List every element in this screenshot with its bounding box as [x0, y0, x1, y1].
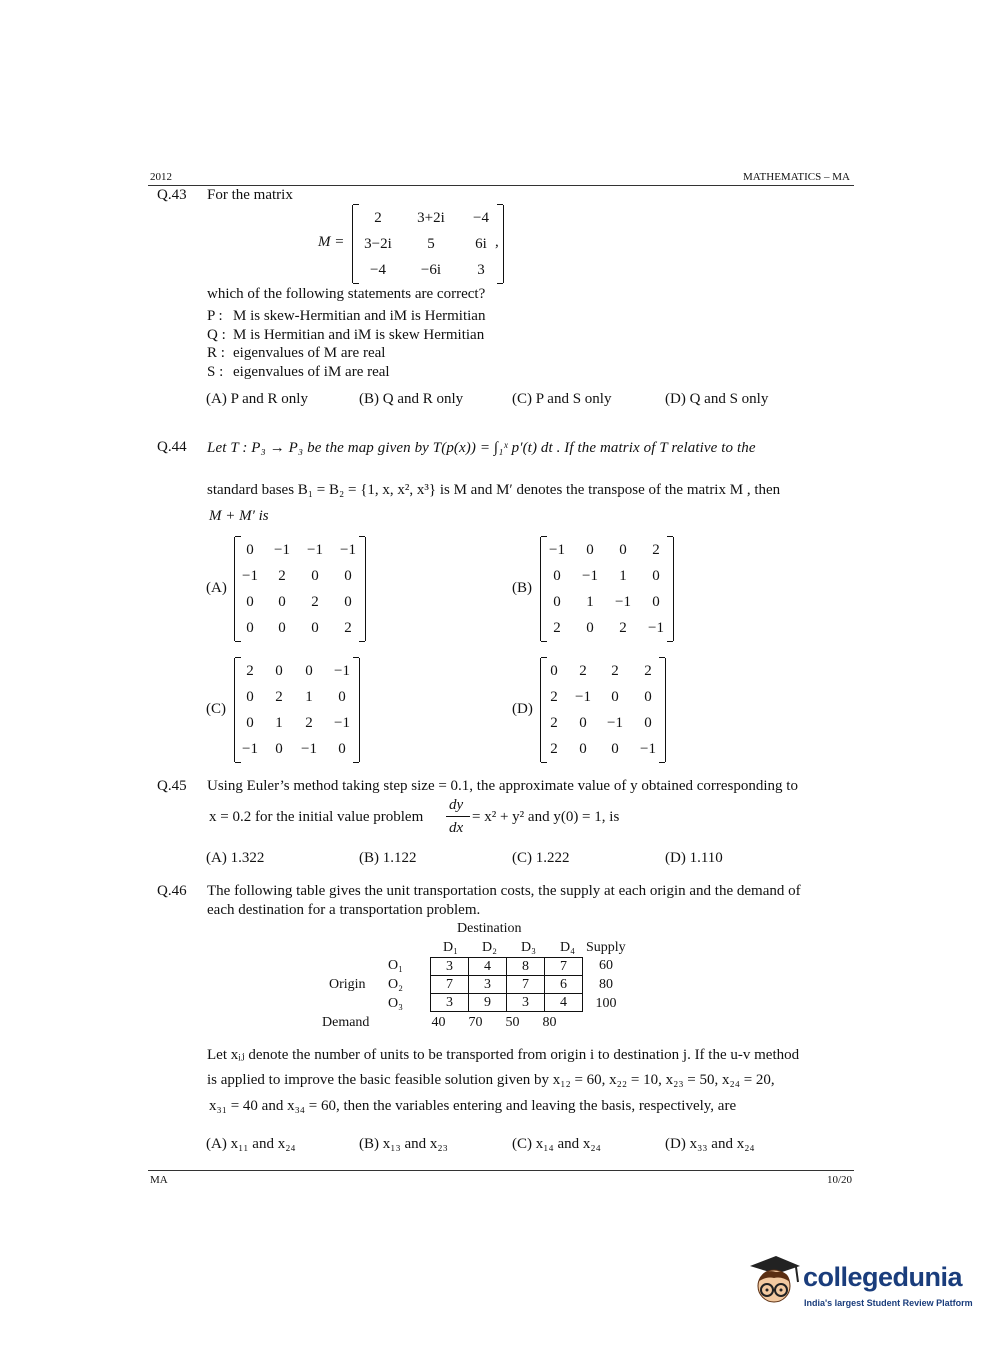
matrix-entry: 0	[246, 714, 254, 731]
origin-name: O₂	[388, 977, 403, 992]
option-a: (A) P and R only	[206, 391, 308, 407]
statement-key: P :	[207, 308, 223, 324]
cost-cell: 4	[469, 958, 507, 976]
cost-cell: 8	[507, 958, 545, 976]
q43-matrix	[352, 205, 504, 283]
footer-code: MA	[150, 1174, 168, 1186]
matrix-entry: 1	[619, 567, 627, 584]
option-a: (A) x₁₁ and x₂₄	[206, 1136, 296, 1152]
header-year: 2012	[150, 171, 172, 183]
matrix-entry: 0	[344, 567, 352, 584]
q44-matrix-b	[540, 537, 674, 641]
q44-label-c: (C)	[206, 701, 226, 717]
q46-line2: each destination for a transportation problem.	[207, 902, 481, 918]
matrix-entry: 6i	[475, 235, 487, 252]
q46-number: Q.46	[157, 883, 187, 899]
q46-demand-label: Demand	[322, 1015, 370, 1030]
matrix-entry: 2	[553, 619, 561, 636]
q45-number: Q.45	[157, 778, 187, 794]
matrix-entry: 2	[644, 662, 652, 679]
footer-page: 10/20	[826, 1174, 852, 1186]
matrix-entry: 2	[550, 688, 558, 705]
q46-origin-label: Origin	[329, 977, 366, 992]
matrix-entry: −1	[640, 740, 656, 757]
matrix-entry: −1	[301, 740, 317, 757]
q45-frac-num: dy	[449, 797, 464, 813]
matrix-entry: 0	[550, 662, 558, 679]
collegedunia-logo-text: collegedunia	[803, 1262, 963, 1292]
q46-para3: x₃₁ = 40 and x₃₄ = 60, then the variables entering and leaving the basis, respectively, are	[209, 1098, 737, 1114]
matrix-entry: 1	[586, 593, 594, 610]
matrix-entry: 0	[246, 541, 254, 558]
dest-header: D₄	[560, 940, 575, 955]
matrix-entry: 0	[305, 662, 313, 679]
matrix-entry: 3	[477, 261, 485, 278]
collegedunia-tagline: India's largest Student Review Platform	[804, 1298, 973, 1308]
q44-label-d: (D)	[512, 701, 533, 717]
matrix-entry: 0	[644, 714, 652, 731]
matrix-entry: 0	[586, 541, 594, 558]
q43-question: which of the following statements are correct?	[207, 286, 486, 302]
origin-name: O₃	[388, 996, 403, 1011]
demand-value: 70	[468, 1015, 483, 1030]
dest-header: D₃	[521, 940, 536, 955]
origin-name: O₁	[388, 958, 403, 973]
q46-cost-table	[430, 957, 583, 1012]
matrix-entry: 0	[278, 593, 286, 610]
matrix-entry: 5	[427, 235, 435, 252]
matrix-entry: −1	[582, 567, 598, 584]
q46-line1: The following table gives the unit transportation costs, the supply at each origin and the demand of	[207, 883, 801, 899]
q44-line2: standard bases B₁ = B₂ = {1, x, x², x³} is M and M′ denotes the transpose of the matrix M , then	[207, 482, 781, 498]
q44-line1: Let T : P₃ → P₃ be the map given by T(p(x)) = ∫₁ˣ p′(t) dt . If the matrix of T relative to the	[207, 440, 756, 456]
q46-para1: Let xᵢⱼ denote the number of units to be transported from origin i to destination j. If the u-v method	[207, 1047, 800, 1063]
matrix-entry: 0	[553, 593, 561, 610]
matrix-entry: −1	[242, 740, 258, 757]
cost-cell: 3	[431, 958, 469, 976]
matrix-entry: 1	[305, 688, 313, 705]
q43-matrix-comma: ,	[495, 234, 499, 250]
dest-header: D₁	[443, 940, 458, 955]
matrix-entry: 0	[246, 619, 254, 636]
header-rule	[148, 185, 854, 186]
matrix-entry: 0	[579, 714, 587, 731]
cost-cell: 7	[545, 958, 583, 976]
matrix-entry: 2	[311, 593, 319, 610]
statement-text: M is Hermitian and iM is skew Hermitian	[233, 326, 485, 343]
matrix-entry: 0	[246, 593, 254, 610]
cost-cell: 3	[507, 994, 545, 1012]
collegedunia-mascot-icon	[744, 1252, 802, 1310]
q44-matrix-a	[234, 537, 366, 641]
q46-destination-label: Destination	[457, 921, 522, 936]
matrix-entry: −1	[607, 714, 623, 731]
matrix-entry: −1	[340, 541, 356, 558]
matrix-entry: 0	[611, 688, 619, 705]
q45-line2b: = x² + y² and y(0) = 1, is	[472, 809, 620, 825]
matrix-entry: −1	[242, 567, 258, 584]
matrix-entry: −4	[370, 261, 386, 278]
cost-cell: 7	[507, 976, 545, 994]
q45-line2a: x = 0.2 for the initial value problem	[209, 809, 424, 825]
matrix-entry: 0	[344, 593, 352, 610]
matrix-entry: 2	[305, 714, 313, 731]
matrix-entry: 2	[278, 567, 286, 584]
supply-value: 60	[599, 958, 613, 973]
matrix-entry: 2	[611, 662, 619, 679]
q44-line3: M + M′ is	[209, 508, 269, 524]
statement-key: Q :	[207, 326, 226, 343]
option-c: (C) x₁₄ and x₂₄	[512, 1136, 601, 1152]
matrix-entry: 2	[550, 714, 558, 731]
q44-matrix-d	[540, 658, 666, 762]
statement-text: eigenvalues of M are real	[233, 345, 386, 361]
matrix-entry: 2	[344, 619, 352, 636]
q45-frac-den: dx	[449, 820, 464, 836]
q43-number: Q.43	[157, 187, 187, 203]
cost-cell: 7	[431, 976, 469, 994]
matrix-entry: 0	[553, 567, 561, 584]
matrix-entry: 2	[579, 662, 587, 679]
statement-text: eigenvalues of iM are real	[233, 363, 390, 380]
matrix-entry: −1	[307, 541, 323, 558]
cost-cell: 6	[545, 976, 583, 994]
matrix-entry: 0	[278, 619, 286, 636]
matrix-entry: 0	[311, 619, 319, 636]
matrix-entry: −1	[274, 541, 290, 558]
matrix-entry: 0	[652, 593, 660, 610]
matrix-entry: 3−2i	[364, 235, 392, 252]
matrix-entry: −1	[615, 593, 631, 610]
matrix-entry: 2	[374, 209, 382, 226]
q44-label-b: (B)	[512, 580, 532, 596]
cost-cell: 3	[469, 976, 507, 994]
q44-matrix-c	[234, 658, 360, 762]
matrix-entry: 2	[652, 541, 660, 558]
demand-value: 80	[542, 1015, 557, 1030]
matrix-entry: 1	[275, 714, 283, 731]
header-subject: MATHEMATICS – MA	[743, 171, 850, 183]
matrix-entry: 0	[644, 688, 652, 705]
matrix-entry: 0	[586, 619, 594, 636]
matrix-entry: 2	[275, 688, 283, 705]
matrix-entry: 0	[652, 567, 660, 584]
option-d: (D) Q and S only	[665, 391, 769, 407]
matrix-entry: 2	[550, 740, 558, 757]
matrix-entry: −6i	[420, 261, 442, 278]
matrix-entry: 0	[311, 567, 319, 584]
matrix-entry: 0	[275, 662, 283, 679]
cost-cell: 4	[545, 994, 583, 1012]
matrix-entry: 2	[246, 662, 254, 679]
cost-cell: 9	[469, 994, 507, 1012]
footer-rule	[148, 1170, 854, 1171]
q46-supply-label: Supply	[586, 940, 626, 955]
matrix-entry: −4	[473, 209, 489, 226]
q45-line1: Using Euler’s method taking step size = 0.1, the approximate value of y obtained corresponding to	[207, 778, 798, 794]
matrix-entry: 2	[619, 619, 627, 636]
option-c: (C) 1.222	[512, 850, 570, 866]
demand-value: 40	[431, 1015, 446, 1030]
option-d: (D) x₃₃ and x₂₄	[665, 1136, 755, 1152]
option-b: (B) 1.122	[359, 850, 417, 866]
q43-matrix-label: M =	[318, 234, 345, 250]
q46-para2: is applied to improve the basic feasible solution given by x₁₂ = 60, x₂₂ = 10, x₂₃ = 50, x₂₄ = 20,	[207, 1072, 775, 1088]
supply-value: 100	[595, 996, 617, 1011]
q44-label-a: (A)	[206, 580, 227, 596]
demand-value: 50	[505, 1015, 520, 1030]
matrix-entry: −1	[575, 688, 591, 705]
cost-cell: 3	[431, 994, 469, 1012]
matrix-entry: −1	[648, 619, 664, 636]
option-a: (A) 1.322	[206, 850, 265, 866]
q45-frac-bar	[446, 816, 470, 817]
q44-number: Q.44	[157, 439, 187, 455]
matrix-entry: 0	[579, 740, 587, 757]
matrix-entry: 0	[619, 541, 627, 558]
dest-header: D₂	[482, 940, 497, 955]
matrix-entry: 0	[275, 740, 283, 757]
matrix-entry: −1	[549, 541, 565, 558]
matrix-entry: 3+2i	[417, 209, 445, 226]
matrix-entry: 0	[338, 688, 346, 705]
supply-value: 80	[599, 977, 613, 992]
option-b: (B) x₁₃ and x₂₃	[359, 1136, 448, 1152]
option-b: (B) Q and R only	[359, 391, 464, 407]
matrix-entry: 0	[246, 688, 254, 705]
matrix-entry: −1	[334, 714, 350, 731]
statement-key: S :	[207, 363, 224, 380]
option-d: (D) 1.110	[665, 850, 723, 866]
matrix-entry: −1	[334, 662, 350, 679]
option-c: (C) P and S only	[512, 391, 612, 407]
statement-text: M is skew-Hermitian and iM is Hermitian	[233, 308, 486, 324]
matrix-entry: 0	[338, 740, 346, 757]
matrix-entry: 0	[611, 740, 619, 757]
q43-intro: For the matrix	[207, 187, 293, 203]
statement-key: R :	[207, 345, 225, 361]
